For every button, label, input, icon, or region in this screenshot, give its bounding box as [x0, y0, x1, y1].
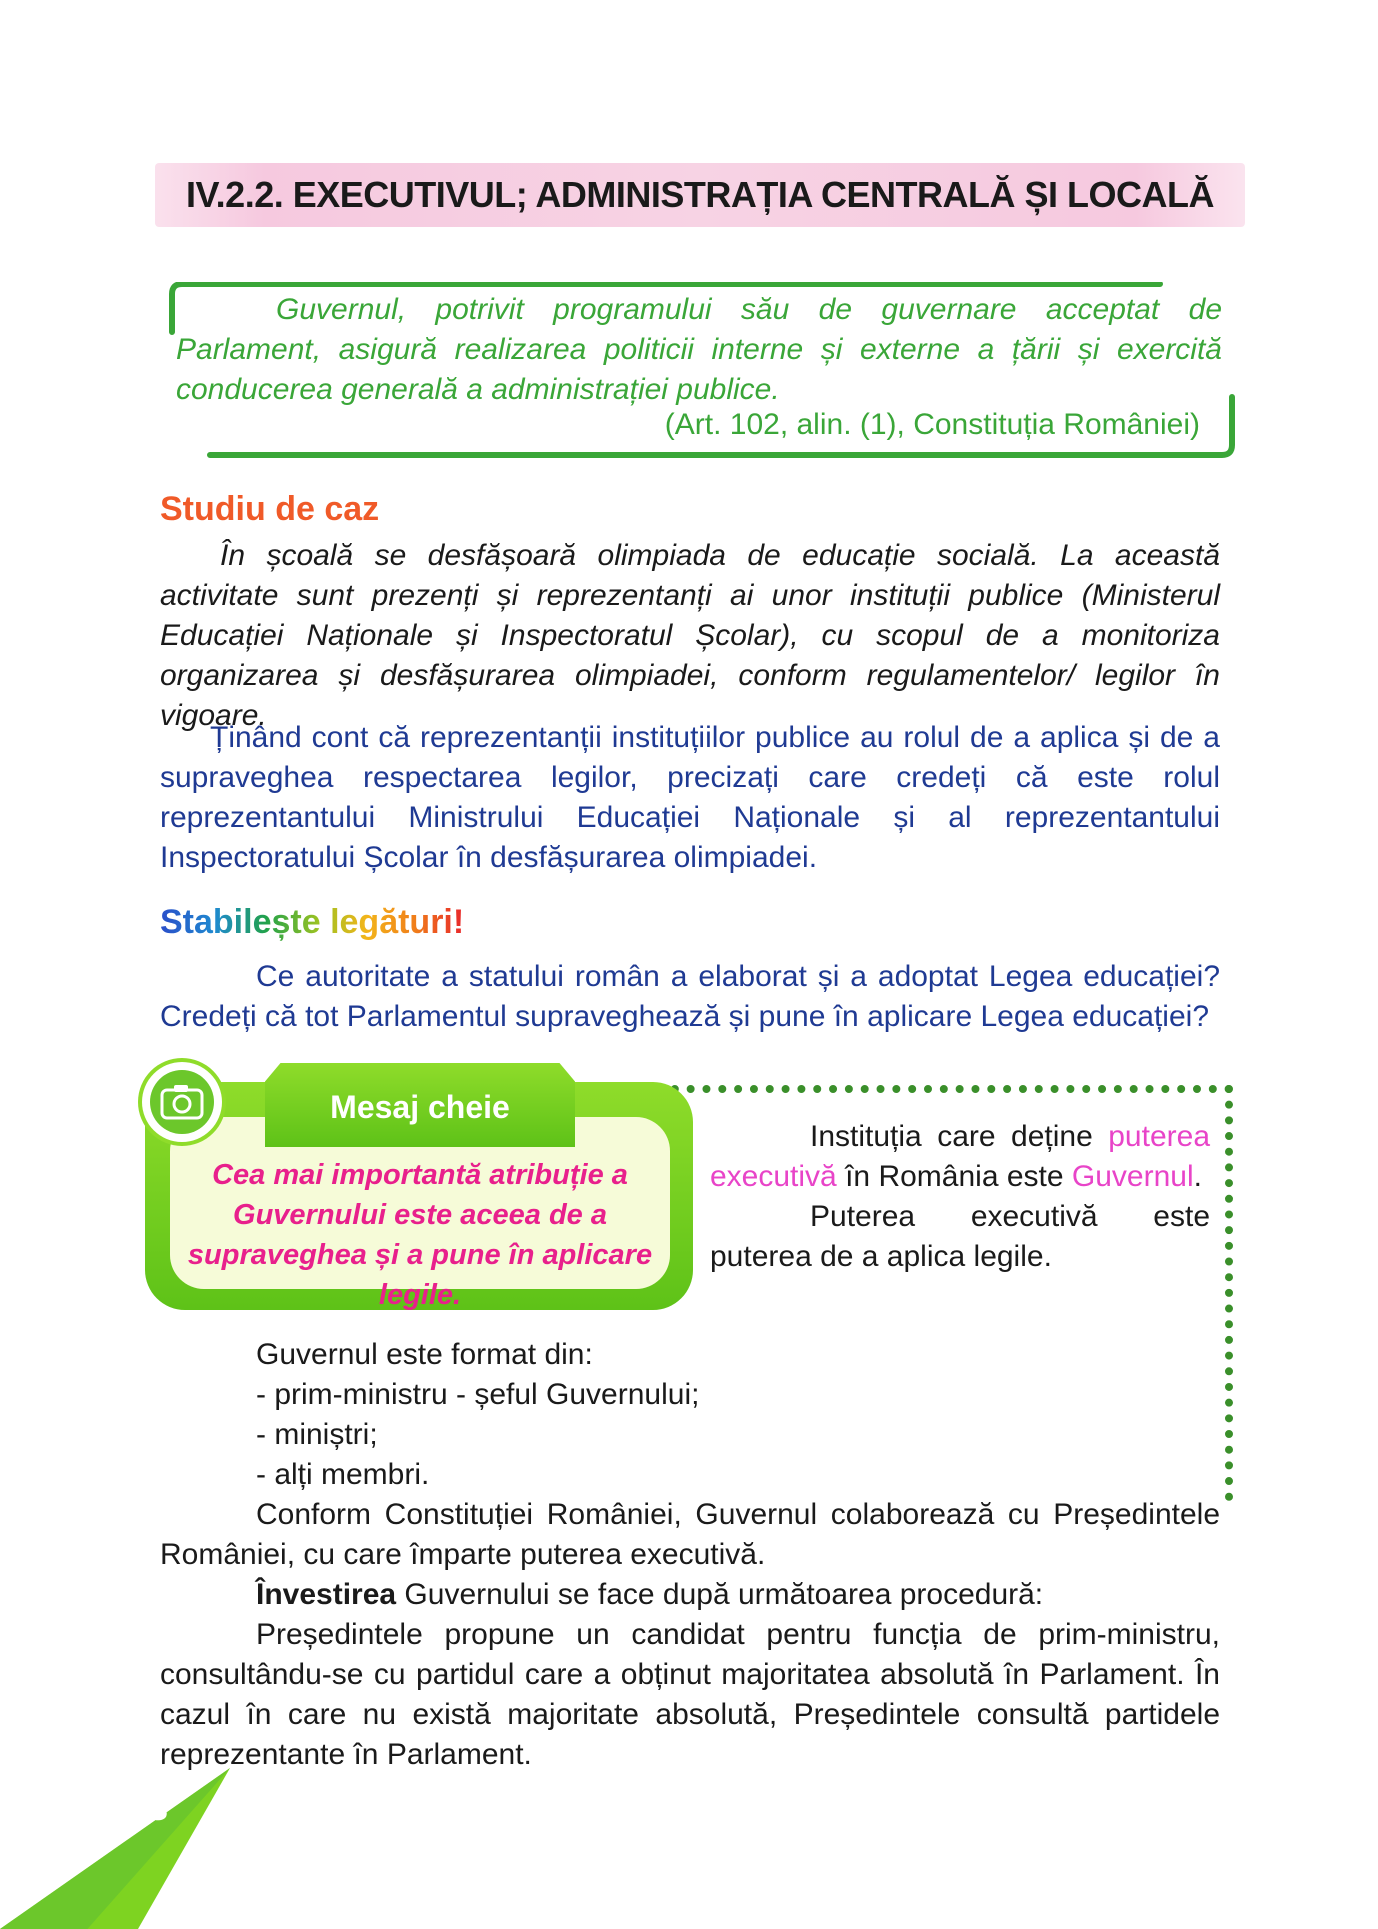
collaboration-text: Conform Constituției României, Guvernul colaborează cu Președintele României, cu care împarte puterea executivă. — [160, 1498, 1220, 1571]
case-study-text: În școală se desfășoară olimpiada de educație socială. La această activitate sunt prezenți și reprezentanți ai unor instituții publice (Ministerul Educației Naționale și Inspectoratul Școlar), cu scopul de a monitoriza organizarea și desfășurarea olimpiadei, conform regulamentelor/ legilor în vigoare. — [160, 539, 1220, 732]
list-item: - prim-ministru - șeful Guvernului; — [256, 1378, 700, 1411]
case-study-question: Ținând cont că reprezentanții instituțiilor publice au rolul de a aplica și de a supraveghea respectarea legilor, precizați care credeți că este rolul reprezentantului Ministrului Educației Naționale și al reprezentantului Inspectoratului Școlar în desfășurarea olimpiadei. — [160, 721, 1220, 874]
side-text-b: în România este — [836, 1160, 1072, 1193]
constitution-quote: Guvernul, potrivit programului său de guvernare acceptat de Parlament, asigură realizarea politicii interne și externe a țării și exercită conducerea generală a administrației publice. — [176, 293, 1222, 406]
composition-intro: Guvernul este format din: — [256, 1338, 593, 1371]
investiture-rest: Guvernului se face după următoarea procedură: — [396, 1578, 1044, 1611]
connections-text: Ce autoritate a statului român a elaborat și a adoptat Legea educației? Credeți că tot Parlamentul supraveghează și pune în aplicare Legea educației? — [160, 960, 1220, 1033]
page-title: IV.2.2. EXECUTIVUL; ADMINISTRAȚIA CENTRALĂ ȘI LOCALĂ — [185, 174, 1215, 215]
highlight-executive-power: puterea executivă — [710, 1120, 1210, 1193]
key-message-text: Cea mai importantă atribuție a Guvernului este aceea de a supraveghea și a pune în aplicare legile. — [187, 1159, 653, 1311]
page-number: 38 — [130, 1790, 168, 1828]
list-item: - alți membri. — [256, 1458, 430, 1491]
side-text-a: Instituția care deține — [810, 1120, 1109, 1153]
executive-power-definition: Puterea executivă este puterea de a aplica legile. — [710, 1200, 1210, 1273]
key-message-title: Mesaj cheie — [330, 1089, 510, 1125]
quote-source: (Art. 102, alin. (1), Constituția României) — [664, 408, 1200, 441]
executive-definition — [710, 1117, 1210, 1277]
case-study-heading: Studiu de caz — [160, 490, 380, 528]
list-item: - miniștri; — [256, 1418, 378, 1451]
investiture-line — [160, 1575, 1220, 1615]
camera-icon — [150, 1070, 214, 1134]
procedure-text: Președintele propune un candidat pentru funcția de prim-ministru, consultându-se cu partidul care a obținut majoritatea absolută în Parlament. În cazul în care nu există majoritate absolută, Președintele consultă partidele reprezentante în Parlament. — [160, 1618, 1220, 1771]
highlight-government: Guvernul — [1071, 1160, 1194, 1193]
connections-heading: Stabilește legături! — [160, 900, 464, 944]
body-text — [160, 1335, 1220, 1775]
investiture-bold: Învestirea — [256, 1578, 397, 1611]
side-text-c: . — [1193, 1160, 1202, 1193]
